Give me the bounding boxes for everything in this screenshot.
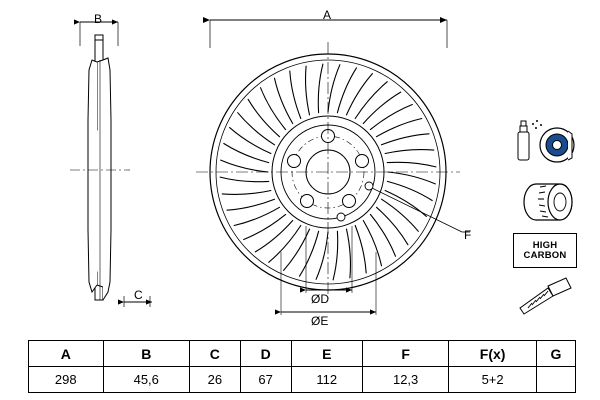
- high-carbon-badge: [513, 233, 577, 268]
- table-header-cell: C: [189, 341, 240, 367]
- table-cell: 67: [240, 367, 291, 393]
- label-E: ØE: [311, 314, 329, 328]
- label-D: ØD: [311, 292, 329, 306]
- table-cell: 112: [291, 367, 362, 393]
- high-carbon-line2: CARBON: [523, 249, 567, 261]
- table-cell: [536, 367, 575, 393]
- table-cell: 26: [189, 367, 240, 393]
- high-carbon-line1: HIGH: [532, 239, 558, 251]
- table-cell: 45,6: [103, 367, 189, 393]
- disc-profile: [88, 35, 111, 300]
- side-view: [70, 22, 152, 307]
- icon-paint-spray-disc: [518, 120, 574, 162]
- label-A: A: [323, 8, 332, 22]
- label-F: F: [464, 228, 472, 242]
- label-B: B: [94, 12, 103, 26]
- table-header-cell: F: [362, 341, 448, 367]
- table-header-cell: B: [103, 341, 189, 367]
- table-cell: 5+2: [449, 367, 537, 393]
- table-header-cell: F(x): [449, 341, 537, 367]
- dimension-A: [210, 20, 447, 48]
- icon-screw: [520, 278, 571, 314]
- table-cell: 12,3: [362, 367, 448, 393]
- dimensions-table: [28, 340, 576, 393]
- table-header-cell: A: [29, 341, 104, 367]
- label-C: C: [134, 288, 143, 302]
- table-header-row: [29, 341, 576, 367]
- table-header-cell: E: [291, 341, 362, 367]
- table-header-cell: D: [240, 341, 291, 367]
- table-header-cell: G: [536, 341, 575, 367]
- front-view: [196, 20, 470, 315]
- table-cell: 298: [29, 367, 104, 393]
- table-row: [29, 367, 576, 393]
- icon-disc-ring: [524, 184, 572, 220]
